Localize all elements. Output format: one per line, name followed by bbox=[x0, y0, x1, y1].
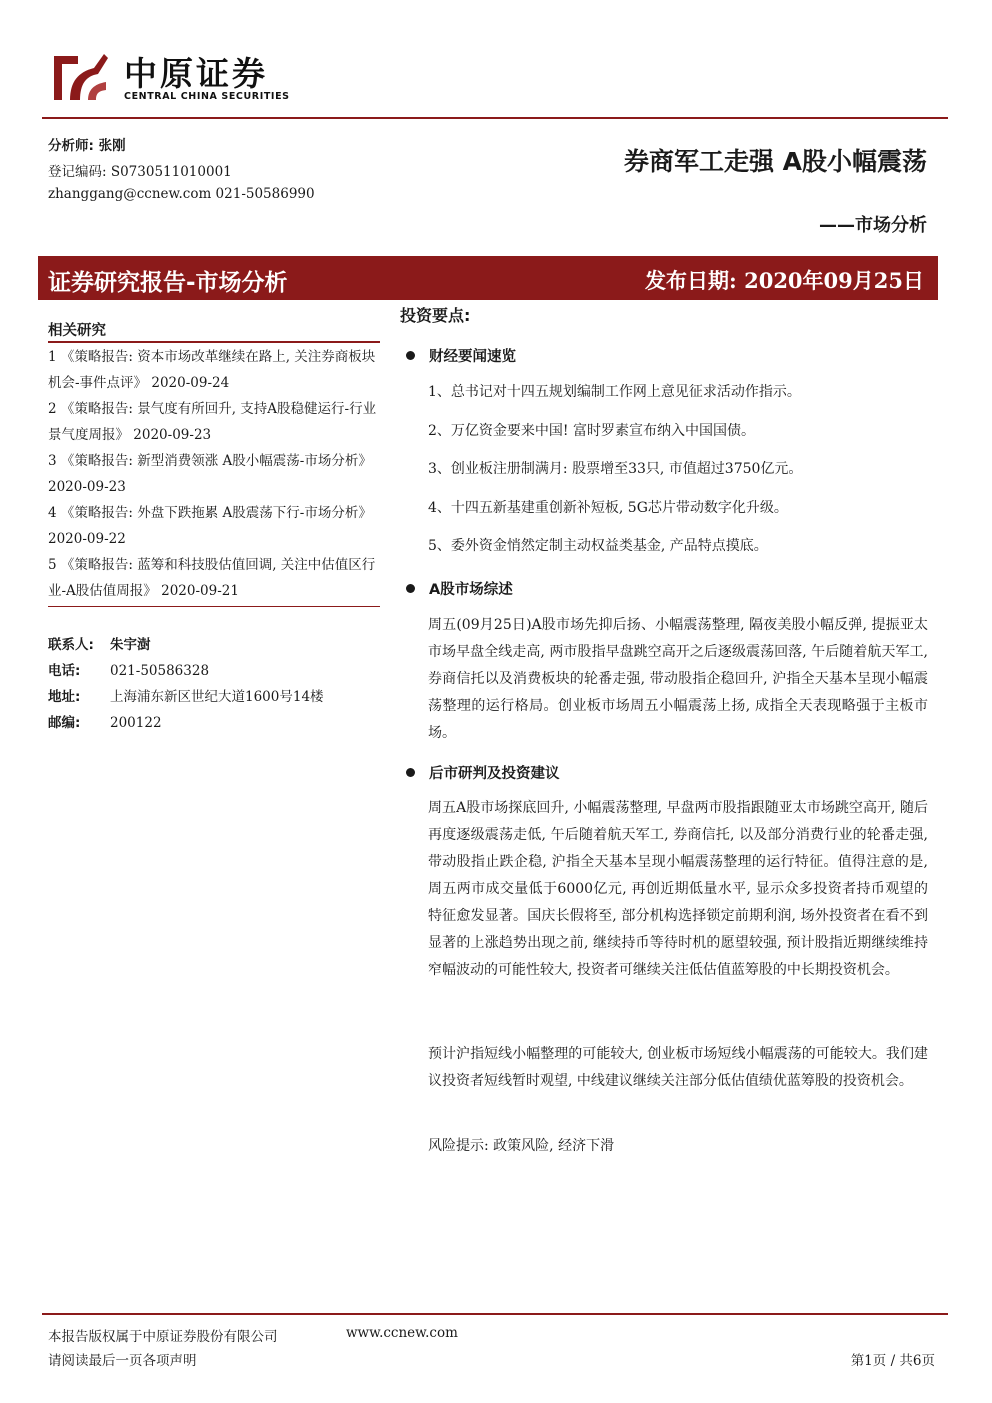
report-type: 证券研究报告-市场分析 bbox=[48, 270, 288, 296]
contact-zip-label: 邮编: bbox=[48, 715, 81, 731]
page-number: 第1页 / 共6页 bbox=[850, 1353, 935, 1369]
list-item: 1、总书记对十四五规划编制工作网上意见征求活动作指示。 bbox=[428, 384, 801, 400]
list-item: 4 《策略报告: 外盘下跌拖累 A股震荡下行-市场分析》 2020-09-22 bbox=[48, 505, 372, 547]
footer-website-link[interactable]: www.ccnew.com bbox=[346, 1325, 458, 1341]
section-outlook-heading bbox=[406, 762, 560, 783]
list-item: 5、委外资金悄然定制主动权益类基金, 产品特点摸底。 bbox=[428, 538, 768, 554]
list-item: 3 《策略报告: 新型消费领涨 A股小幅震荡-市场分析》 2020-09-23 bbox=[48, 453, 372, 495]
list-item: 2、万亿资金要来中国! 富时罗素宣布纳入中国国债。 bbox=[428, 422, 755, 439]
outlook-text-2: 预计沪指短线小幅整理的可能较大, 创业板市场短线小幅震荡的可能较大。我们建议投资者短线暂时观望, 中线建议继续关注部分低估值绩优蓝筹股的投资机会。 bbox=[428, 1046, 928, 1089]
section-outlook-title: 后市研判及投资建议 bbox=[429, 766, 560, 782]
analyst-registration: 登记编码: S0730511010001 bbox=[48, 164, 232, 180]
related-research-end-rule bbox=[48, 606, 380, 607]
bullet-icon bbox=[406, 768, 415, 777]
section-news-title: 财经要闻速览 bbox=[429, 349, 516, 365]
bullet-icon bbox=[406, 584, 415, 593]
footer-copyright: 本报告版权属于中原证券股份有限公司 bbox=[48, 1329, 278, 1345]
market-summary-text: 周五(09月25日)A股市场先抑后扬、小幅震荡整理, 隔夜美股小幅反弹, 提振亚太市场早盘全线走高, 两市股指早盘跳空高开之后逐级震荡回落, 午后随着航天军工, 券商信托以及消费板块的轮番走强, 带动股指企稳回升, 沪指全天基本呈现小幅震荡整理的运行格局。创业板市场周五小幅震荡上扬, 成指全天表现略强于主板市场。 bbox=[428, 617, 928, 741]
related-research-rule bbox=[48, 341, 380, 343]
report-banner bbox=[38, 256, 938, 300]
analyst-name: 分析师: 张刚 bbox=[48, 138, 126, 154]
contact-phone: 021-50586328 bbox=[110, 663, 210, 679]
section-market-heading bbox=[406, 578, 513, 599]
section-news-heading bbox=[406, 345, 516, 366]
related-research-heading: 相关研究 bbox=[48, 323, 106, 339]
news-list bbox=[428, 373, 928, 566]
risk-warning-text: 风险提示: 政策风险, 经济下滑 bbox=[428, 1138, 615, 1154]
list-item: 3、创业板注册制满月: 股票增至33只, 市值超过3750亿元。 bbox=[428, 461, 803, 477]
outlook-text-1: 周五A股市场探底回升, 小幅震荡整理, 早盘两市股指跟随亚太市场跳空高开, 随后再度逐级震荡走低, 午后随着航天军工, 券商信托, 以及部分消费行业的轮番走强, 带动股指止跌企稳, 沪指全天基本呈现小幅震荡整理的运行特征。值得注意的是, 周五两市成交量低于6000亿元, 再创近期低量水平, 显示众多投资者持币观望的特征愈发显著。国庆长假将至, 部分机构选择锁定前期利润, 场外投资者在看不到显著的上涨趋势出现之前, 继续持币等待时机的愿望较强, 预计股指近期继续维持窄幅波动的可能性较大, 投资者可继续关注低估值蓝筹股的中长期投资机会。 bbox=[428, 800, 928, 978]
investment-highlights-heading: 投资要点: bbox=[400, 306, 471, 325]
contact-person: 朱宇澍 bbox=[110, 637, 151, 653]
list-item: 5 《策略报告: 蓝筹和科技股估值回调, 关注中估值区行业-A股估值周报》 2020-09-21 bbox=[48, 557, 376, 599]
section-market-title: A股市场综述 bbox=[429, 582, 513, 598]
logo-emblem-icon bbox=[48, 44, 112, 106]
report-title: 券商军工走强 A股小幅震荡 bbox=[623, 147, 927, 176]
logo-chinese-name: 中原证券 bbox=[124, 54, 268, 93]
contact-person-label: 联系人: bbox=[48, 637, 94, 653]
related-research-list bbox=[48, 344, 380, 604]
list-item: 1 《策略报告: 资本市场改革继续在路上, 关注券商板块机会-事件点评》 2020-09-24 bbox=[48, 349, 376, 391]
footer-divider bbox=[42, 1313, 948, 1315]
risk-warning bbox=[428, 1133, 928, 1160]
analyst-contact: zhanggang@ccnew.com 021-50586990 bbox=[48, 186, 315, 202]
publish-date: 发布日期: 2020年09月25日 bbox=[645, 268, 924, 293]
list-item: 4、十四五新基建重创新补短板, 5G芯片带动数字化升级。 bbox=[428, 499, 788, 516]
contact-address: 上海浦东新区世纪大道1600号14楼 bbox=[110, 689, 324, 705]
company-logo bbox=[48, 44, 303, 106]
list-item: 2 《策略报告: 景气度有所回升, 支持A股稳健运行-行业景气度周报》 2020-09-23 bbox=[48, 401, 377, 443]
outlook-paragraph-2 bbox=[428, 1041, 928, 1095]
outlook-paragraph-1 bbox=[428, 795, 928, 984]
bullet-icon bbox=[406, 351, 415, 360]
market-summary bbox=[428, 612, 928, 747]
contact-zip: 200122 bbox=[110, 715, 162, 731]
contact-address-label: 地址: bbox=[48, 689, 81, 705]
report-subtitle: ——市场分析 bbox=[819, 215, 927, 236]
logo-english-name: CENTRAL CHINA SECURITIES bbox=[124, 91, 290, 102]
contact-block bbox=[48, 632, 380, 736]
footer-disclaimer-notice: 请阅读最后一页各项声明 bbox=[48, 1353, 197, 1369]
contact-phone-label: 电话: bbox=[48, 663, 81, 679]
header-divider bbox=[42, 117, 948, 119]
